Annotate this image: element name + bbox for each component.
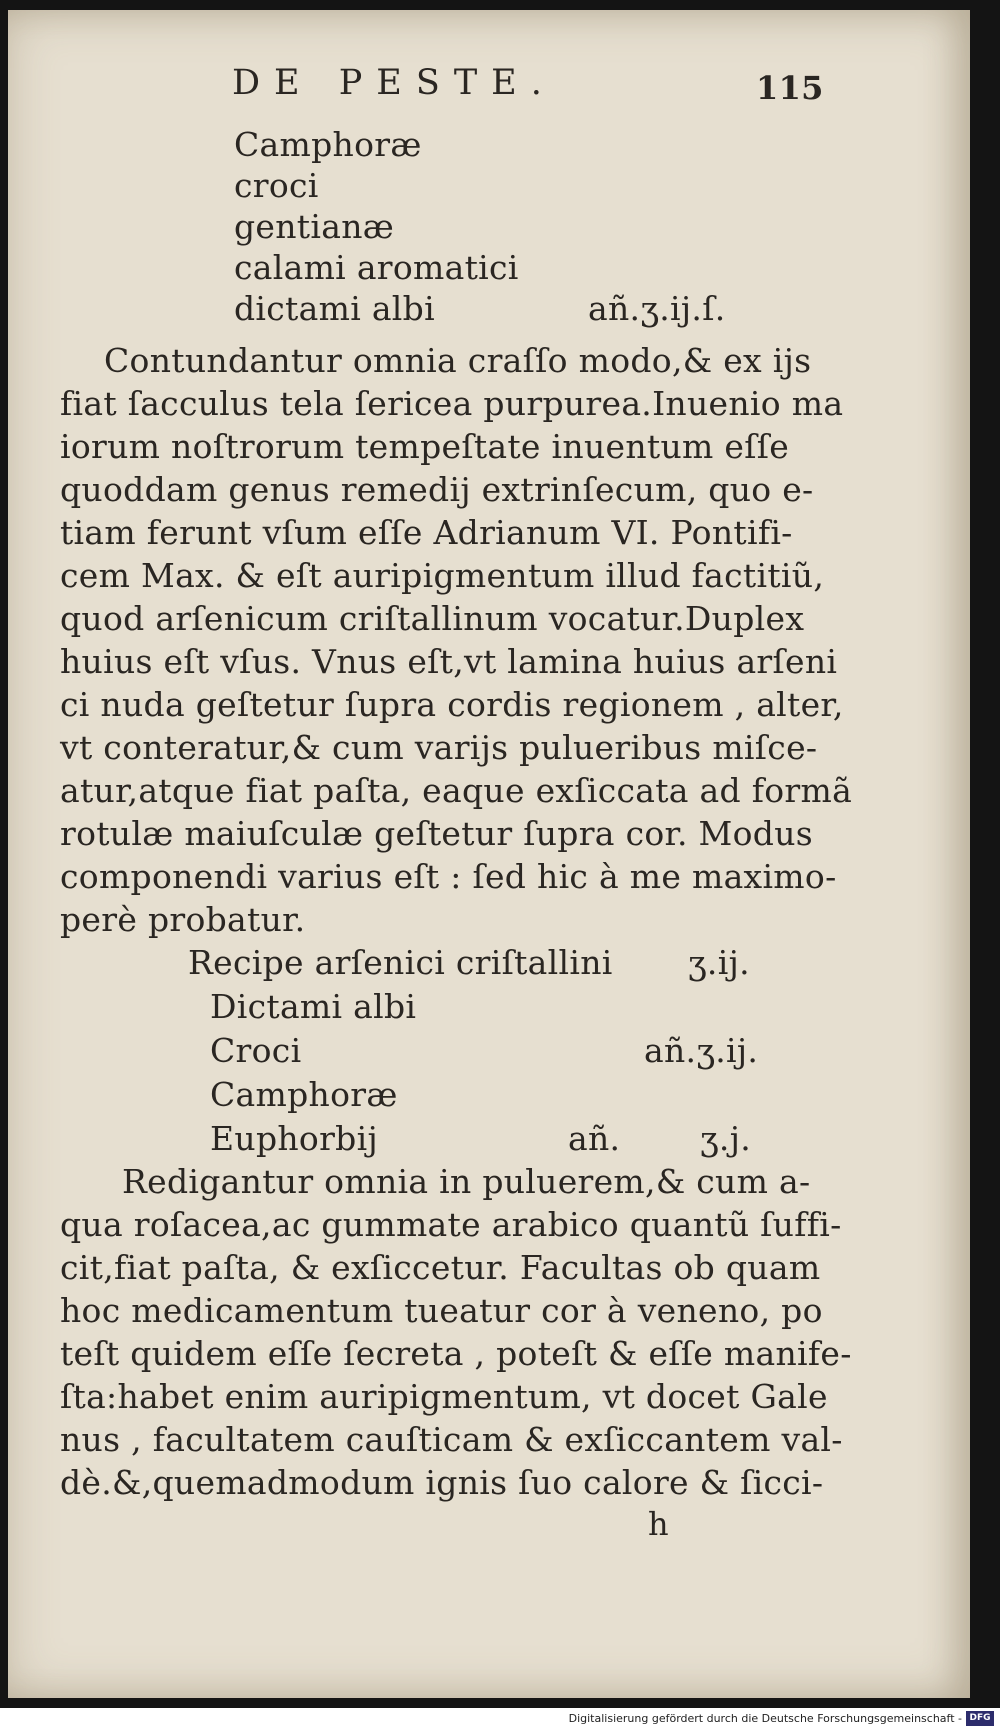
page-text [8, 10, 970, 1698]
recipe1-item: Camphoræ [234, 125, 422, 164]
digitization-credit: Digitalisierung gefördert durch die Deutsche Forschungsgemeinschaft - [568, 1712, 962, 1725]
paragraph-line: componendi varius eſt : ſed hic à me maximo- [60, 857, 837, 896]
paragraph-line: Redigantur omnia in puluerem,& cum a- [122, 1162, 811, 1201]
paragraph-line: huius eſt vſus. Vnus eſt,vt lamina huius arſeni [60, 642, 838, 681]
paragraph-line: dè.&,quemadmodum ignis ſuo calore & ſicci- [60, 1463, 824, 1502]
paragraph-line: perè probatur. [60, 900, 306, 939]
folio-number: 115 [756, 69, 824, 107]
recipe2-item: Recipe arſenici criſtallini [188, 943, 613, 982]
paragraph-line: iorum noſtrorum tempeſtate inuentum eſſe [60, 427, 790, 466]
recipe1-item: gentianæ [234, 207, 395, 246]
signature-mark: h [648, 1505, 669, 1543]
paragraph-line: cit,fiat paſta, & exſiccetur. Facultas ob quam [60, 1248, 821, 1287]
recipe1-dose: añ.ʒ.ij.ſ. [588, 289, 726, 328]
recipe2-item: Camphoræ [210, 1075, 398, 1114]
recipe1-item: dictami albi [234, 289, 435, 328]
paragraph-line: quod arſenicum criſtallinum vocatur.Duplex [60, 599, 805, 638]
recipe2-mark: añ. [568, 1119, 621, 1158]
book-page [8, 10, 970, 1698]
paragraph-line: tiam ferunt vſum eſſe Adrianum VI. Pontifi- [60, 513, 793, 552]
paragraph-line: qua roſacea,ac gummate arabico quantũ ſuffi- [60, 1205, 842, 1244]
paragraph-line: fiat ſacculus tela ſericea purpurea.Inuenio ma [60, 384, 844, 423]
paragraph-line: vt conteratur,& cum varijs pulueribus miſce- [60, 728, 818, 767]
paragraph-line: atur,atque fiat paſta, eaque exſiccata ad formã [60, 771, 853, 810]
paragraph-line: ci nuda geſtetur ſupra cordis regionem , alter, [60, 685, 844, 724]
recipe1-item: croci [234, 166, 319, 205]
paragraph-line: quoddam genus remedij extrinſecum, quo e- [60, 470, 814, 509]
recipe2-dose: añ.ʒ.ij. [644, 1031, 759, 1070]
recipe2-dose: ʒ.j. [700, 1119, 752, 1158]
paragraph-line: teſt quidem eſſe ſecreta , poteſt & eſſe manife- [60, 1334, 852, 1373]
running-title: DE PESTE. [232, 63, 556, 103]
recipe2-item: Dictami albi [210, 987, 417, 1026]
paragraph-line: rotulæ maiuſculæ geſtetur ſupra cor. Modus [60, 814, 814, 853]
paragraph-line: Contundantur omnia craſſo modo,& ex ijs [104, 341, 812, 380]
paragraph-line: cem Max. & eſt auripigmentum illud factitiũ, [60, 556, 825, 595]
footer-bar [0, 1708, 1000, 1730]
paragraph-line: nus , facultatem cauſticam & exſiccantem val- [60, 1420, 843, 1459]
paragraph-line: hoc medicamentum tueatur cor à veneno, po [60, 1291, 823, 1330]
recipe2-dose: ʒ.ij. [688, 943, 750, 982]
recipe2-item: Euphorbij [210, 1119, 378, 1158]
recipe2-item: Croci [210, 1031, 302, 1070]
dfg-logo: DFG [966, 1711, 994, 1726]
recipe1-item: calami aromatici [234, 248, 519, 287]
paragraph-line: ſta:habet enim auripigmentum, vt docet Gale [60, 1377, 828, 1416]
